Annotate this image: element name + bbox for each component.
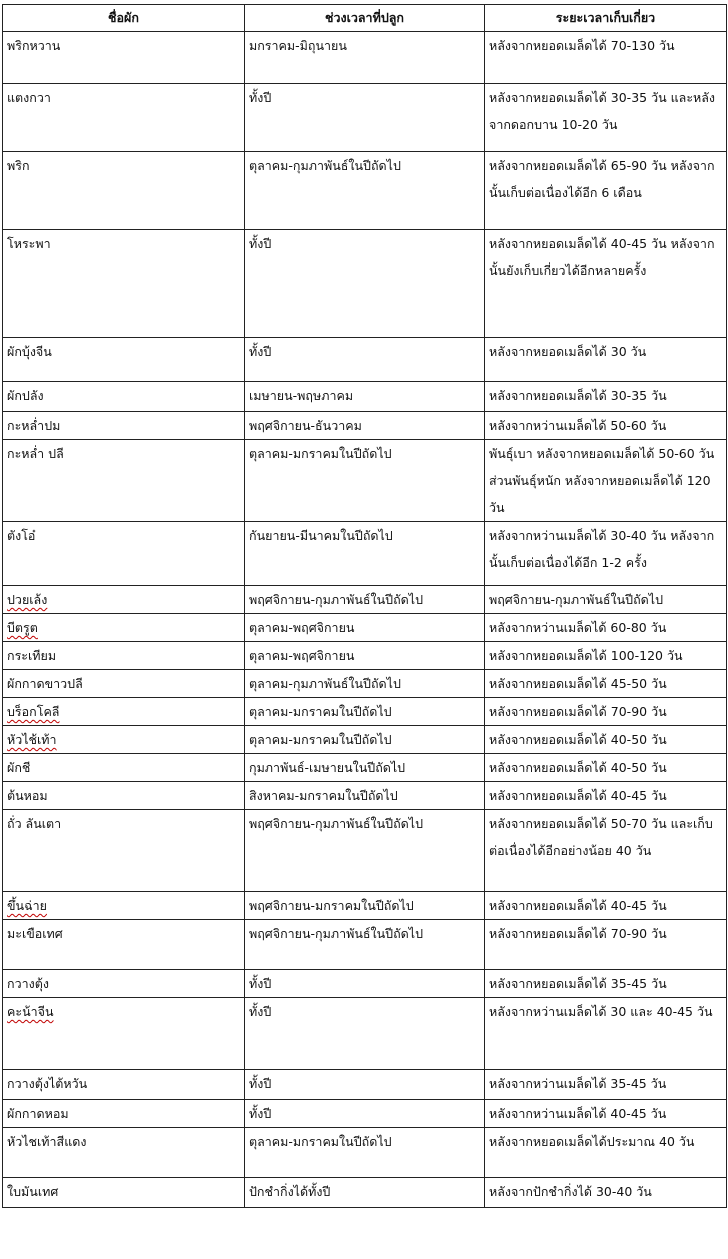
table-row <box>3 32 727 84</box>
vegetable-name-cell <box>3 382 245 412</box>
harvest-period-text: หลังจากหว่านเมล็ดได้ 30 และ 40-45 วัน <box>489 1004 713 1019</box>
table-row <box>3 1100 727 1128</box>
vegetable-name-cell <box>3 892 245 920</box>
harvest-period-cell <box>485 998 727 1070</box>
harvest-period-cell <box>485 230 727 338</box>
planting-period-cell <box>245 670 485 698</box>
harvest-period-text: หลังจากหยอดเมล็ดได้ 40-45 วัน <box>489 898 667 913</box>
planting-period-cell <box>245 1100 485 1128</box>
planting-period-text: ตุลาคม-พฤศจิกายน <box>249 620 355 635</box>
harvest-period-text: หลังจากหยอดเมล็ดได้ 30 วัน <box>489 344 647 359</box>
vegetable-name-text: กะหล่ำ ปลี <box>7 446 64 461</box>
planting-period-cell <box>245 1128 485 1178</box>
vegetable-name-cell <box>3 1070 245 1100</box>
harvest-period-cell <box>485 670 727 698</box>
harvest-period-text: หลังจากหว่านเมล็ดได้ 30-40 วัน หลังจากนั้นเก็บต่อเนื่องได้อีก 1-2 ครั้ง <box>489 528 715 570</box>
table-row <box>3 892 727 920</box>
table-row <box>3 1070 727 1100</box>
vegetable-name-text: ผักกาดหอม <box>7 1106 69 1121</box>
harvest-period-text: หลังจากหยอดเมล็ดได้ 70-90 วัน <box>489 704 667 719</box>
vegetable-name-text: แตงกวา <box>7 90 51 105</box>
harvest-period-cell <box>485 892 727 920</box>
harvest-period-text: พันธุ์เบา หลังจากหยอดเมล็ดได้ 50-60 วัน ส่วนพันธุ์หนัก หลังจากหยอดเมล็ดได้ 120 วัน <box>489 446 715 515</box>
table-row <box>3 382 727 412</box>
planting-period-text: สิงหาคม-มกราคมในปีถัดไป <box>249 788 398 803</box>
vegetable-name-cell <box>3 84 245 152</box>
vegetable-name-text: ใบมันเทศ <box>7 1184 59 1199</box>
harvest-period-text: หลังจากหยอดเมล็ดได้ 70-90 วัน <box>489 926 667 941</box>
table-row <box>3 754 727 782</box>
vegetable-name-text: พริก <box>7 158 30 173</box>
table-row <box>3 440 727 522</box>
harvest-period-cell <box>485 1178 727 1208</box>
planting-period-text: ตุลาคม-พฤศจิกายน <box>249 648 355 663</box>
table-row <box>3 586 727 614</box>
table-row <box>3 998 727 1070</box>
planting-period-cell <box>245 382 485 412</box>
table-header-row <box>3 5 727 32</box>
table-row <box>3 522 727 586</box>
harvest-period-text: หลังจากหยอดเมล็ดได้ 40-50 วัน <box>489 760 667 775</box>
harvest-period-cell <box>485 642 727 670</box>
planting-period-text: ปักชำกิ่งได้ทั้งปี <box>249 1184 331 1199</box>
harvest-period-text: หลังจากหยอดเมล็ดได้ 35-45 วัน <box>489 976 667 991</box>
planting-period-text: ทั้งปี <box>249 976 272 991</box>
table-row <box>3 970 727 998</box>
vegetable-name-text: ผักชี <box>7 760 31 775</box>
vegetable-name-cell <box>3 614 245 642</box>
planting-period-text: ตุลาคม-มกราคมในปีถัดไป <box>249 732 392 747</box>
harvest-period-cell <box>485 726 727 754</box>
planting-period-cell <box>245 614 485 642</box>
vegetable-name-cell <box>3 670 245 698</box>
vegetable-name-cell <box>3 1178 245 1208</box>
vegetable-name-cell <box>3 152 245 230</box>
vegetable-name-cell <box>3 726 245 754</box>
planting-period-text: พฤศจิกายน-มกราคมในปีถัดไป <box>249 898 414 913</box>
vegetable-name-cell <box>3 32 245 84</box>
harvest-period-text: หลังจากหยอดเมล็ดได้ 30-35 วัน <box>489 388 667 403</box>
vegetable-name-cell <box>3 1128 245 1178</box>
vegetable-name-cell <box>3 698 245 726</box>
harvest-period-cell <box>485 614 727 642</box>
vegetable-name-cell <box>3 586 245 614</box>
vegetable-name-text: คะน้าจีน <box>7 1004 54 1019</box>
harvest-period-cell <box>485 1100 727 1128</box>
planting-period-cell <box>245 726 485 754</box>
vegetable-name-text: ปวยเล้ง <box>7 592 48 607</box>
vegetable-name-text: ผักปลัง <box>7 388 44 403</box>
vegetable-name-text: ผักบุ้งจีน <box>7 344 52 359</box>
planting-period-cell <box>245 84 485 152</box>
planting-period-text: ทั้งปี <box>249 1106 272 1121</box>
vegetable-name-text: ขึ้นฉ่าย <box>7 898 47 913</box>
vegetable-name-text: กระเทียม <box>7 648 57 663</box>
planting-period-cell <box>245 810 485 892</box>
table-row <box>3 230 727 338</box>
harvest-period-cell <box>485 338 727 382</box>
planting-period-text: กุมภาพันธ์-เมษายนในปีถัดไป <box>249 760 406 775</box>
planting-period-cell <box>245 892 485 920</box>
planting-period-text: ตุลาคม-มกราคมในปีถัดไป <box>249 446 392 461</box>
vegetable-name-text: ถั่ว ลันเตา <box>7 816 62 831</box>
harvest-period-text: หลังจากหยอดเมล็ดได้ 65-90 วัน หลังจากนั้นเก็บต่อเนื่องได้อีก 6 เดือน <box>489 158 715 200</box>
harvest-period-cell <box>485 810 727 892</box>
planting-period-cell <box>245 522 485 586</box>
planting-period-cell <box>245 338 485 382</box>
vegetable-name-text: กะหล่ำปม <box>7 418 61 433</box>
harvest-period-cell <box>485 782 727 810</box>
vegetable-name-text: ผักกาดขาวปลี <box>7 676 83 691</box>
vegetable-name-cell <box>3 522 245 586</box>
planting-period-text: ตุลาคม-มกราคมในปีถัดไป <box>249 704 392 719</box>
harvest-period-text: หลังจากหยอดเมล็ดได้ 30-35 วัน และหลังจากดอกบาน 10-20 วัน <box>489 90 716 132</box>
harvest-period-cell <box>485 84 727 152</box>
harvest-period-cell <box>485 32 727 84</box>
vegetable-name-text: กวางตุ้งไต้หวัน <box>7 1076 88 1091</box>
table-row <box>3 810 727 892</box>
vegetable-name-cell <box>3 970 245 998</box>
planting-period-cell <box>245 152 485 230</box>
planting-period-cell <box>245 230 485 338</box>
vegetable-name-text: หัวไช้เท้า <box>7 732 57 747</box>
planting-period-text: กันยายน-มีนาคมในปีถัดไป <box>249 528 393 543</box>
vegetable-name-text: มะเขือเทศ <box>7 926 63 941</box>
harvest-period-cell <box>485 1128 727 1178</box>
table-row <box>3 84 727 152</box>
harvest-period-text: หลังจากหยอดเมล็ดได้ 40-50 วัน <box>489 732 667 747</box>
planting-period-text: พฤศจิกายน-กุมภาพันธ์ในปีถัดไป <box>249 926 424 941</box>
harvest-period-cell <box>485 1070 727 1100</box>
harvest-period-text: หลังจากหว่านเมล็ดได้ 50-60 วัน <box>489 418 667 433</box>
table-row <box>3 642 727 670</box>
vegetable-name-cell <box>3 754 245 782</box>
harvest-period-cell <box>485 920 727 970</box>
harvest-period-cell <box>485 382 727 412</box>
table-row <box>3 670 727 698</box>
vegetable-name-text: ตังโอ๋ <box>7 528 36 543</box>
harvest-period-cell <box>485 412 727 440</box>
harvest-period-text: หลังจากปักชำกิ่งได้ 30-40 วัน <box>489 1184 652 1199</box>
table-row <box>3 1178 727 1208</box>
harvest-period-text: พฤศจิกายน-กุมภาพันธ์ในปีถัดไป <box>489 592 664 607</box>
planting-period-cell <box>245 642 485 670</box>
planting-period-cell <box>245 782 485 810</box>
table-row <box>3 152 727 230</box>
planting-period-cell <box>245 586 485 614</box>
vegetable-name-text: หัวไชเท้าสีแดง <box>7 1134 87 1149</box>
vegetable-name-cell <box>3 810 245 892</box>
harvest-period-cell <box>485 698 727 726</box>
harvest-period-text: หลังจากหยอดเมล็ดได้ 45-50 วัน <box>489 676 667 691</box>
harvest-period-text: หลังจากหยอดเมล็ดได้ 100-120 วัน <box>489 648 683 663</box>
table-row <box>3 614 727 642</box>
planting-period-cell <box>245 32 485 84</box>
planting-period-text: มกราคม-มิถุนายน <box>249 38 347 53</box>
header-harvest-period: ระยะเวลาเก็บเกี่ยว <box>485 5 727 32</box>
planting-period-text: ทั้งปี <box>249 1076 272 1091</box>
harvest-period-text: หลังจากหยอดเมล็ดได้ 40-45 วัน หลังจากนั้นยังเก็บเกี่ยวได้อีกหลายครั้ง <box>489 236 715 278</box>
planting-period-text: พฤศจิกายน-ธันวาคม <box>249 418 362 433</box>
table-row <box>3 412 727 440</box>
harvest-period-text: หลังจากหว่านเมล็ดได้ 35-45 วัน <box>489 1076 667 1091</box>
planting-period-text: ทั้งปี <box>249 344 272 359</box>
planting-period-cell <box>245 754 485 782</box>
harvest-period-text: หลังจากหยอดเมล็ดได้ 50-70 วัน และเก็บต่อเนื่องได้อีกอย่างน้อย 40 วัน <box>489 816 713 858</box>
vegetable-name-text: บร็อกโคลี <box>7 704 60 719</box>
planting-period-cell <box>245 440 485 522</box>
planting-period-text: เมษายน-พฤษภาคม <box>249 388 354 403</box>
vegetable-name-text: โหระพา <box>7 236 51 251</box>
harvest-period-cell <box>485 586 727 614</box>
table-row <box>3 338 727 382</box>
harvest-period-cell <box>485 522 727 586</box>
vegetable-name-cell <box>3 230 245 338</box>
harvest-period-cell <box>485 754 727 782</box>
planting-period-cell <box>245 920 485 970</box>
table-row <box>3 698 727 726</box>
vegetable-name-cell <box>3 642 245 670</box>
table-row <box>3 782 727 810</box>
table-row <box>3 726 727 754</box>
planting-period-text: ตุลาคม-กุมภาพันธ์ในปีถัดไป <box>249 158 401 173</box>
planting-period-text: ทั้งปี <box>249 90 272 105</box>
harvest-period-cell <box>485 440 727 522</box>
vegetable-name-cell <box>3 1100 245 1128</box>
vegetable-name-cell <box>3 412 245 440</box>
planting-period-cell <box>245 970 485 998</box>
vegetable-name-text: กวางตุ้ง <box>7 976 49 991</box>
harvest-period-text: หลังจากหว่านเมล็ดได้ 40-45 วัน <box>489 1106 667 1121</box>
harvest-period-cell <box>485 970 727 998</box>
planting-period-text: พฤศจิกายน-กุมภาพันธ์ในปีถัดไป <box>249 816 424 831</box>
header-vegetable-name: ชื่อผัก <box>3 5 245 32</box>
vegetable-name-text: ต้นหอม <box>7 788 48 803</box>
vegetable-name-cell <box>3 338 245 382</box>
planting-period-text: ทั้งปี <box>249 1004 272 1019</box>
table-body <box>3 32 727 1208</box>
harvest-period-cell <box>485 152 727 230</box>
harvest-period-text: หลังจากหยอดเมล็ดได้ประมาณ 40 วัน <box>489 1134 695 1149</box>
vegetable-name-cell <box>3 920 245 970</box>
header-planting-period: ช่วงเวลาที่ปลูก <box>245 5 485 32</box>
harvest-period-text: หลังจากหยอดเมล็ดได้ 70-130 วัน <box>489 38 675 53</box>
planting-period-cell <box>245 698 485 726</box>
planting-period-cell <box>245 998 485 1070</box>
harvest-period-text: หลังจากหยอดเมล็ดได้ 40-45 วัน <box>489 788 667 803</box>
vegetable-name-cell <box>3 998 245 1070</box>
table-row <box>3 1128 727 1178</box>
planting-period-text: พฤศจิกายน-กุมภาพันธ์ในปีถัดไป <box>249 592 424 607</box>
planting-period-cell <box>245 412 485 440</box>
harvest-period-text: หลังจากหว่านเมล็ดได้ 60-80 วัน <box>489 620 667 635</box>
vegetable-planting-table <box>2 4 727 1208</box>
planting-period-cell <box>245 1178 485 1208</box>
vegetable-name-cell <box>3 782 245 810</box>
planting-period-text: ตุลาคม-มกราคมในปีถัดไป <box>249 1134 392 1149</box>
table-row <box>3 920 727 970</box>
vegetable-name-text: บีตรูต <box>7 620 38 635</box>
vegetable-name-cell <box>3 440 245 522</box>
planting-period-text: ทั้งปี <box>249 236 272 251</box>
planting-period-cell <box>245 1070 485 1100</box>
planting-period-text: ตุลาคม-กุมภาพันธ์ในปีถัดไป <box>249 676 401 691</box>
vegetable-name-text: พริกหวาน <box>7 38 61 53</box>
